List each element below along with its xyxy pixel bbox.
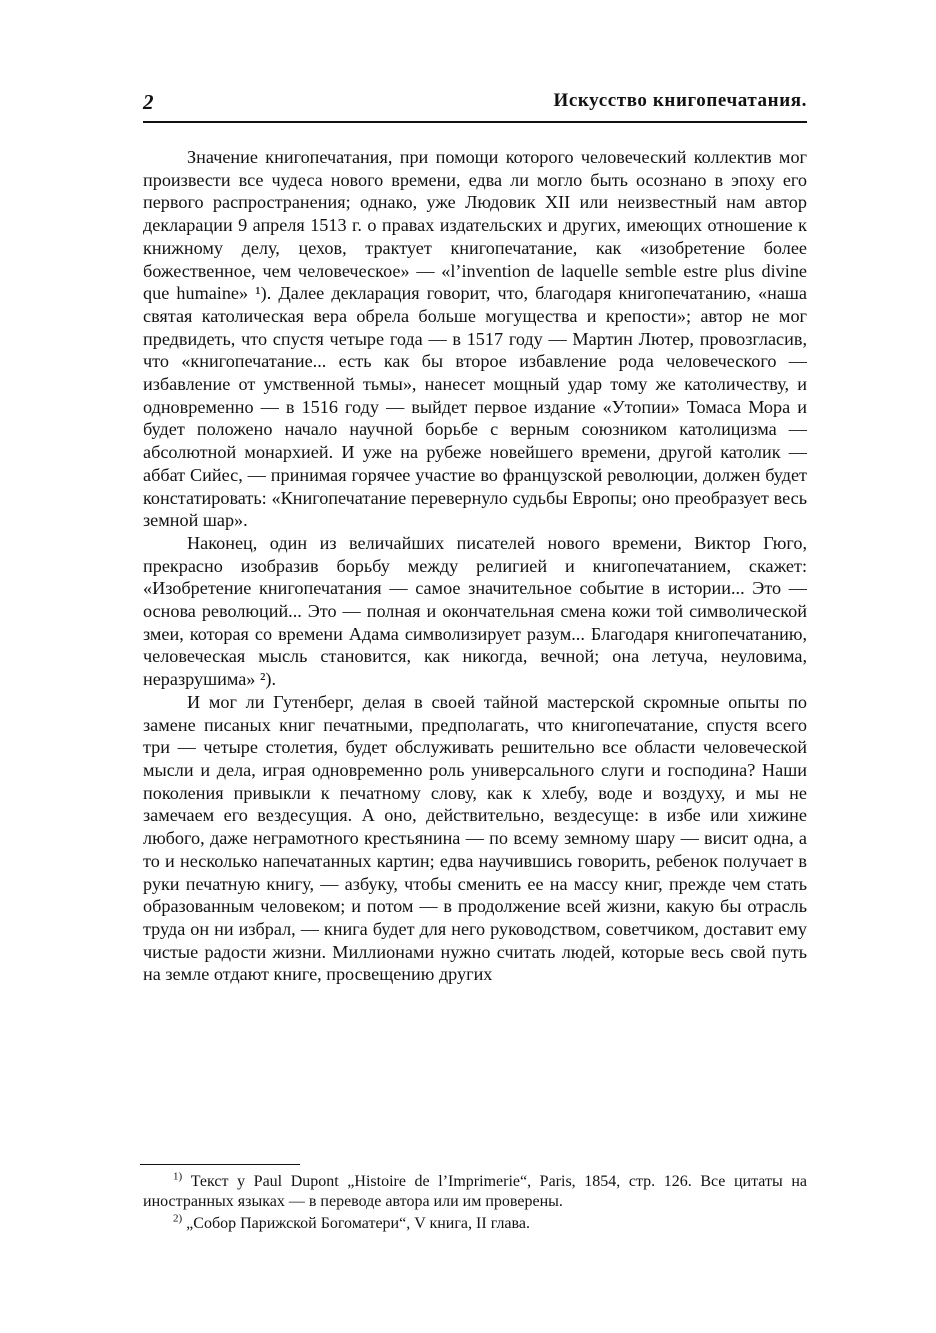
footnote-2-mark: 2) — [173, 1212, 183, 1225]
paragraph-3: И мог ли Гутенберг, делая в своей тайной мастерской скромные опыты по замене писаных книг печатными, предполагать, что книгопечатание, спустя всего три — четыре столетия, будет обслуживать решительно все области человеческой мысли и дела, играя одновременно роль универсального слуги и господина? Наши поколения привыкли к печатному слову, как к хлебу, воде и воздуху, и мы не замечаем его вездесущия. А оно, действительно, вездесуще: в избе или хижине любого, даже неграмотного крестьянина — по всему земному шару — висит одна, а то и несколько напечатанных картин; едва научившись говорить, ребенок получает в руки печатную книгу, — азбуку, чтобы сменить ее на массу книг, прежде чем стать образованным человеком; и потом — в продолжение всей жизни, какую бы отрасль труда он ни избрал, — книга будет для него руководством, советчиком, доставит ему чистые радости жизни. Миллионами нужно считать людей, которые весь свой путь на земле отдают книге, просвещению других — [143, 691, 807, 985]
page-header — [143, 90, 807, 120]
footnote-rule — [140, 1164, 300, 1165]
body-text — [143, 146, 807, 986]
footnotes — [143, 1172, 807, 1234]
header-rule — [143, 121, 807, 123]
paragraph-2: Наконец, один из величайших писателей нового времени, Виктор Гюго, прекрасно изобразив борьбу между религией и книгопечатанием, скажет: «Изобретение книгопечатания — самое значительное событие в истории... Это — основа революций... Это — полная и окончательная смена кожи той символической змеи, которая со времени Адама символизирует разум... Благодаря книгопечатанию, человеческая мысль становится, как никогда, вечной; она летуча, неуловима, неразрушима» ²). — [143, 532, 807, 690]
page-number: 2 — [143, 90, 154, 114]
paragraph-1: Значение книгопечатания, при помощи которого человеческий коллектив мог произвести все чудеса нового времени, едва ли могло быть осознано в эпоху его первого распространения; однако, уже Людовик XII или неизвестный нам автор декларации 9 апреля 1513 г. о правах издательских и других, имеющих отношение к книжному делу, цехов, трактует книгопечатание, как «изобретение более божественное, чем человеческое» — «l’invention de laquelle semble estre plus divine que humaine» ¹). Далее декларация говорит, что, благодаря книгопечатанию, «наша святая католическая вера обрела больше могущества и крепости»; автор не мог предвидеть, что спустя четыре года — в 1517 году — Мартин Лютер, провозгласив, что «книгопечатание... есть как бы второе избавление рода человеческого — избавление от умственной тьмы», нанесет мощный удар тому же католичеству, и одновременно — в 1516 году — выйдет первое издание «Утопии» Томаса Мора и будет положено начало научной борьбе с верным союзником католицизма — абсолютной монархией. И уже на рубеже новейшего времени, другой католик — аббат Сийес, — принимая горячее участие во французской революции, должен будет констатировать: «Книгопечатание перевернуло судьбы Европы; оно преобразует весь земной шар». — [143, 147, 807, 531]
footnote-1 — [143, 1172, 807, 1212]
footnote-2 — [143, 1214, 807, 1234]
footnote-2-text: „Собор Парижской Богоматери“, V книга, II глава. — [186, 1215, 530, 1232]
footnote-1-text: Текст у Paul Dupont „Histoire de l’Imprimerie“, Paris, 1854, стр. 126. Все цитаты на иностранных языках — в переводе автора или им проверены. — [143, 1173, 807, 1210]
footnote-1-mark: 1) — [173, 1170, 183, 1183]
running-title: Искусство книгопечатания. — [553, 90, 807, 111]
